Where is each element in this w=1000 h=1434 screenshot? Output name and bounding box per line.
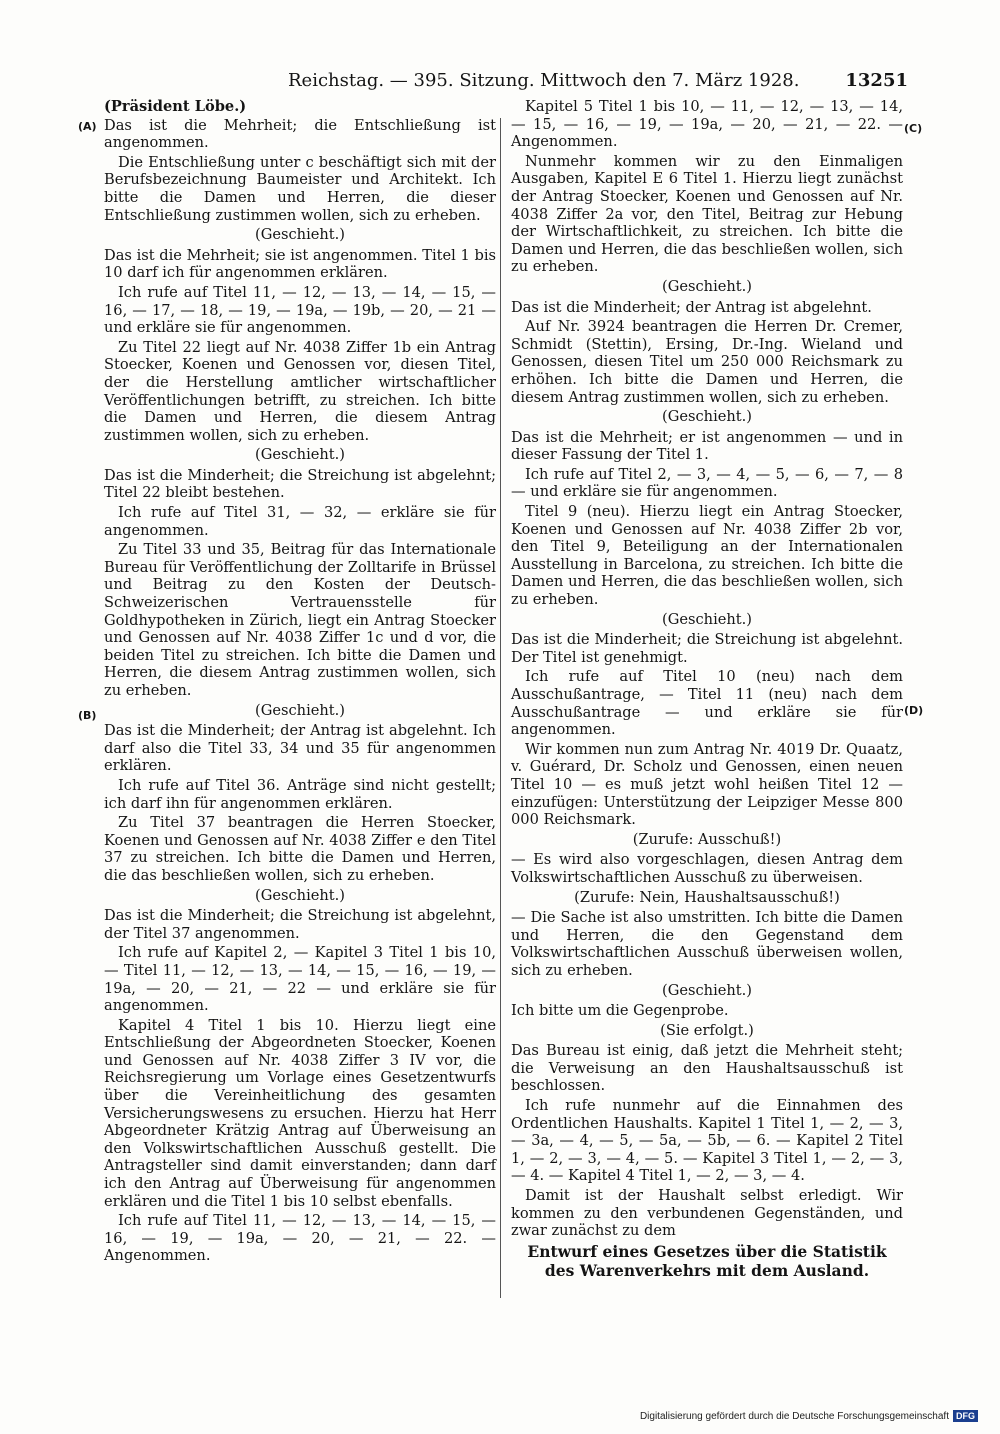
stage-direction: (Sie erfolgt.) xyxy=(660,1021,754,1039)
speaker-label: (Präsident Löbe.) xyxy=(104,98,247,115)
margin-marker-b: (B) xyxy=(78,709,97,722)
stage-direction: (Zurufe: Ausschuß!) xyxy=(632,830,782,848)
paragraph: Nunmehr kommen wir zu den Einmaligen Ausgaben, Kapitel E 6 Titel 1. Hierzu liegt zunächst der Antrag Stoecker, Koenen und Genossen auf Nr. 4038 Ziffer 2a vor, den Titel, Beitrag zur Hebung der Wirtschaftlichkeit, zu streichen. Ich bitte die Damen und Herren, die das beschließen wollen, sich zu erheben. xyxy=(511,152,903,276)
footer-text: Digitalisierung gefördert durch die Deutsche Forschungsgemeinschaft xyxy=(639,1410,949,1422)
paragraph: Wir kommen nun zum Antrag Nr. 4019 Dr. Quaatz, v. Guérard, Dr. Scholz und Genossen, einen neuen Titel 10 — es muß jetzt wohl heißen Titel 12 — einzufügen: Unterstützung der Leipziger Messe 800 000 Reichsmark. xyxy=(511,740,903,829)
margin-marker-c: (C) xyxy=(904,122,923,135)
dfg-logo: DFG xyxy=(953,1410,978,1422)
stage-direction: (Geschieht.) xyxy=(662,610,752,628)
paragraph: Ich rufe auf Titel 31, — 32, — erkläre sie für angenommen. xyxy=(104,504,496,539)
right-column xyxy=(511,98,903,1280)
agenda-heading: Entwurf eines Gesetzes über die Statistik des Warenverkehrs mit dem Ausland. xyxy=(527,1241,887,1280)
paragraph: Titel 9 (neu). Hierzu liegt ein Antrag Stoecker, Koenen und Genossen auf Nr. 4038 Ziffer 2b vor, den Titel 9, Beteiligung an der Internationalen Ausstellung in Barcelona, zu streichen. Ich bitte die Damen und Herren, die das beschließen wollen, sich zu erheben. xyxy=(511,503,903,609)
column-divider xyxy=(500,118,501,1298)
paragraph: Das ist die Minderheit; die Streichung ist abgelehnt. Der Titel ist genehmigt. xyxy=(511,631,903,666)
page-number: 13251 xyxy=(845,70,908,91)
paragraph: Das Bureau ist einig, daß jetzt die Mehrheit steht; die Verweisung an den Haushaltsausschuß ist beschlossen. xyxy=(511,1042,903,1095)
paragraph: Ich rufe auf Kapitel 2, — Kapitel 3 Titel 1 bis 10, — Titel 11, — 12, — 13, — 14, — 15, — 16, — 19, — 19a, — 20, — 21, — 22 — und erkläre sie für angenommen. xyxy=(104,944,496,1015)
stage-direction: (Zurufe: Nein, Haushaltsausschuß!) xyxy=(574,888,840,906)
paragraph: Das ist die Minderheit; die Streichung ist abgelehnt, der Titel 37 angenommen. xyxy=(104,907,496,942)
paragraph: — Die Sache ist also umstritten. Ich bitte die Damen und Herren, die den Gegenstand dem Volkswirtschaftlichen Ausschuß überweisen wollen, sich zu erheben. xyxy=(511,909,903,979)
paragraph: Das ist die Mehrheit; sie ist angenommen. Titel 1 bis 10 darf ich für angenommen erklären. xyxy=(104,246,496,282)
paragraph: Ich rufe nunmehr auf die Einnahmen des Ordentlichen Haushalts. Kapitel 1 Titel 1, — 2, — 3, — 3a, — 4, — 5, — 5a, — 5b, — 6. — Kapitel 2 Titel 1, — 2, — 3, — 4, — 5. — Kapitel 3 Titel 1, — 2, — 3, — 4. — Kapitel 4 Titel 1, — 2, — 3, — 4. xyxy=(511,1097,903,1185)
page-header xyxy=(100,70,908,96)
stage-direction: (Geschieht.) xyxy=(662,277,752,295)
paragraph: Ich rufe auf Titel 2, — 3, — 4, — 5, — 6, — 7, — 8 — und erkläre sie für angenommen. xyxy=(511,465,903,501)
running-title: Reichstag. — 395. Sitzung. Mittwoch den 7. März 1928. xyxy=(288,70,800,91)
margin-marker-d: (D) xyxy=(904,704,924,717)
paragraph: Ich rufe auf Titel 11, — 12, — 13, — 14, — 15, — 16, — 17, — 18, — 19, — 19a, — 19b, — 20, — 21 — und erkläre sie für angenommen. xyxy=(104,283,496,337)
margin-marker-a: (A) xyxy=(78,120,97,133)
paragraph: Damit ist der Haushalt selbst erledigt. Wir kommen zu den verbundenen Gegenständen, und zwar zunächst zu dem xyxy=(511,1187,903,1240)
paragraph: Das ist die Minderheit; der Antrag ist abgelehnt. Ich darf also die Titel 33, 34 und 35 für angenommen erklären. xyxy=(104,722,496,775)
paragraph: Die Entschließung unter c beschäftigt sich mit der Berufsbezeichnung Baumeister und Architekt. Ich bitte die Damen und Herren, die dieser Entschließung zustimmen wollen, sich zu erheben. xyxy=(104,153,496,224)
paragraph: Ich rufe auf Titel 11, — 12, — 13, — 14, — 15, — 16, — 19, — 19a, — 20, — 21, — 22. — Angenommen. xyxy=(104,1212,496,1265)
stage-direction: (Geschieht.) xyxy=(255,701,345,719)
paragraph: Zu Titel 33 und 35, Beitrag für das Internationale Bureau für Veröffentlichung der Zolltarife in Brüssel und Beitrag zu den Kosten der Deutsch-Schweizerischen Vertrauensstelle für Goldhypotheken in Zürich, liegt ein Antrag Stoecker und Genossen auf Nr. 4038 Ziffer 1c und d vor, die beiden Titel zu streichen. Ich bitte die Damen und Herren, die diesem Antrag zustimmen wollen, sich zu erheben. xyxy=(104,541,496,699)
paragraph: Kapitel 5 Titel 1 bis 10, — 11, — 12, — 13, — 14, — 15, — 16, — 19, — 19a, — 20, — 21, — 22. — Angenommen. xyxy=(511,98,903,151)
paragraph: Das ist die Mehrheit; er ist angenommen — und in dieser Fassung der Titel 1. xyxy=(511,428,903,464)
paragraph: — Es wird also vorgeschlagen, diesen Antrag dem Volkswirtschaftlichen Ausschuß zu überweisen. xyxy=(511,851,903,886)
paragraph: Das ist die Minderheit; die Streichung ist abgelehnt; Titel 22 bleibt bestehen. xyxy=(104,466,496,502)
paragraph: Ich bitte um die Gegenprobe. xyxy=(511,1002,729,1020)
paragraph: Das ist die Mehrheit; die Entschließung ist angenommen. xyxy=(104,116,496,152)
paragraph: Kapitel 4 Titel 1 bis 10. Hierzu liegt eine Entschließung der Abgeordneten Stoecker, Koenen und Genossen auf Nr. 4038 Ziffer 3 IV vor, die Reichsregierung um Vorlage eines Gesetzentwurfs über die Vereinheitlichung des gesamten Versicherungswesens zu ersuchen. Hierzu hat Herr Abgeordneter Krätzig Antrag auf Überweisung an den Volkswirtschaftlichen Ausschuß gestellt. Die Antragsteller sind damit einverstanden; dann darf ich den Antrag auf Überweisung für angenommen erklären und die Titel 1 bis 10 selbst ebenfalls. xyxy=(104,1016,496,1210)
stage-direction: (Geschieht.) xyxy=(255,226,345,244)
stage-direction: (Geschieht.) xyxy=(255,446,345,464)
paragraph: Zu Titel 37 beantragen die Herren Stoecker, Koenen und Genossen auf Nr. 4038 Ziffer e den Titel 37 zu streichen. Ich bitte die Damen und Herren, die das beschließen wollen, sich zu erheben. xyxy=(104,814,496,884)
stage-direction: (Geschieht.) xyxy=(662,408,752,426)
paragraph: Ich rufe auf Titel 36. Anträge sind nicht gestellt; ich darf ihn für angenommen erklären. xyxy=(104,776,496,812)
left-column xyxy=(104,98,496,1267)
footer xyxy=(640,1410,978,1422)
paragraph: Das ist die Minderheit; der Antrag ist abgelehnt. xyxy=(511,298,872,316)
paragraph: Zu Titel 22 liegt auf Nr. 4038 Ziffer 1b ein Antrag Stoecker, Koenen und Genossen vor, diesen Titel, der die Herstellung amtlicher wirtschaftlicher Veröffentlichungen betrifft, zu streichen. Ich bitte die Damen und Herren, die diesem Antrag zustimmen wollen, sich zu erheben. xyxy=(104,338,496,444)
stage-direction: (Geschieht.) xyxy=(255,886,345,904)
paragraph: Ich rufe auf Titel 10 (neu) nach dem Ausschußantrage, — Titel 11 (neu) nach dem Ausschußantrage — und erkläre sie für angenommen. xyxy=(511,668,903,739)
stage-direction: (Geschieht.) xyxy=(662,981,752,999)
paragraph: Auf Nr. 3924 beantragen die Herren Dr. Cremer, Schmidt (Stettin), Ersing, Dr.-Ing. Wieland und Genossen, diesen Titel um 250 000 Reichsmark zu erhöhen. Ich bitte die Damen und Herren, die diesem Antrag zustimmen wollen, sich zu erheben. xyxy=(511,318,903,406)
